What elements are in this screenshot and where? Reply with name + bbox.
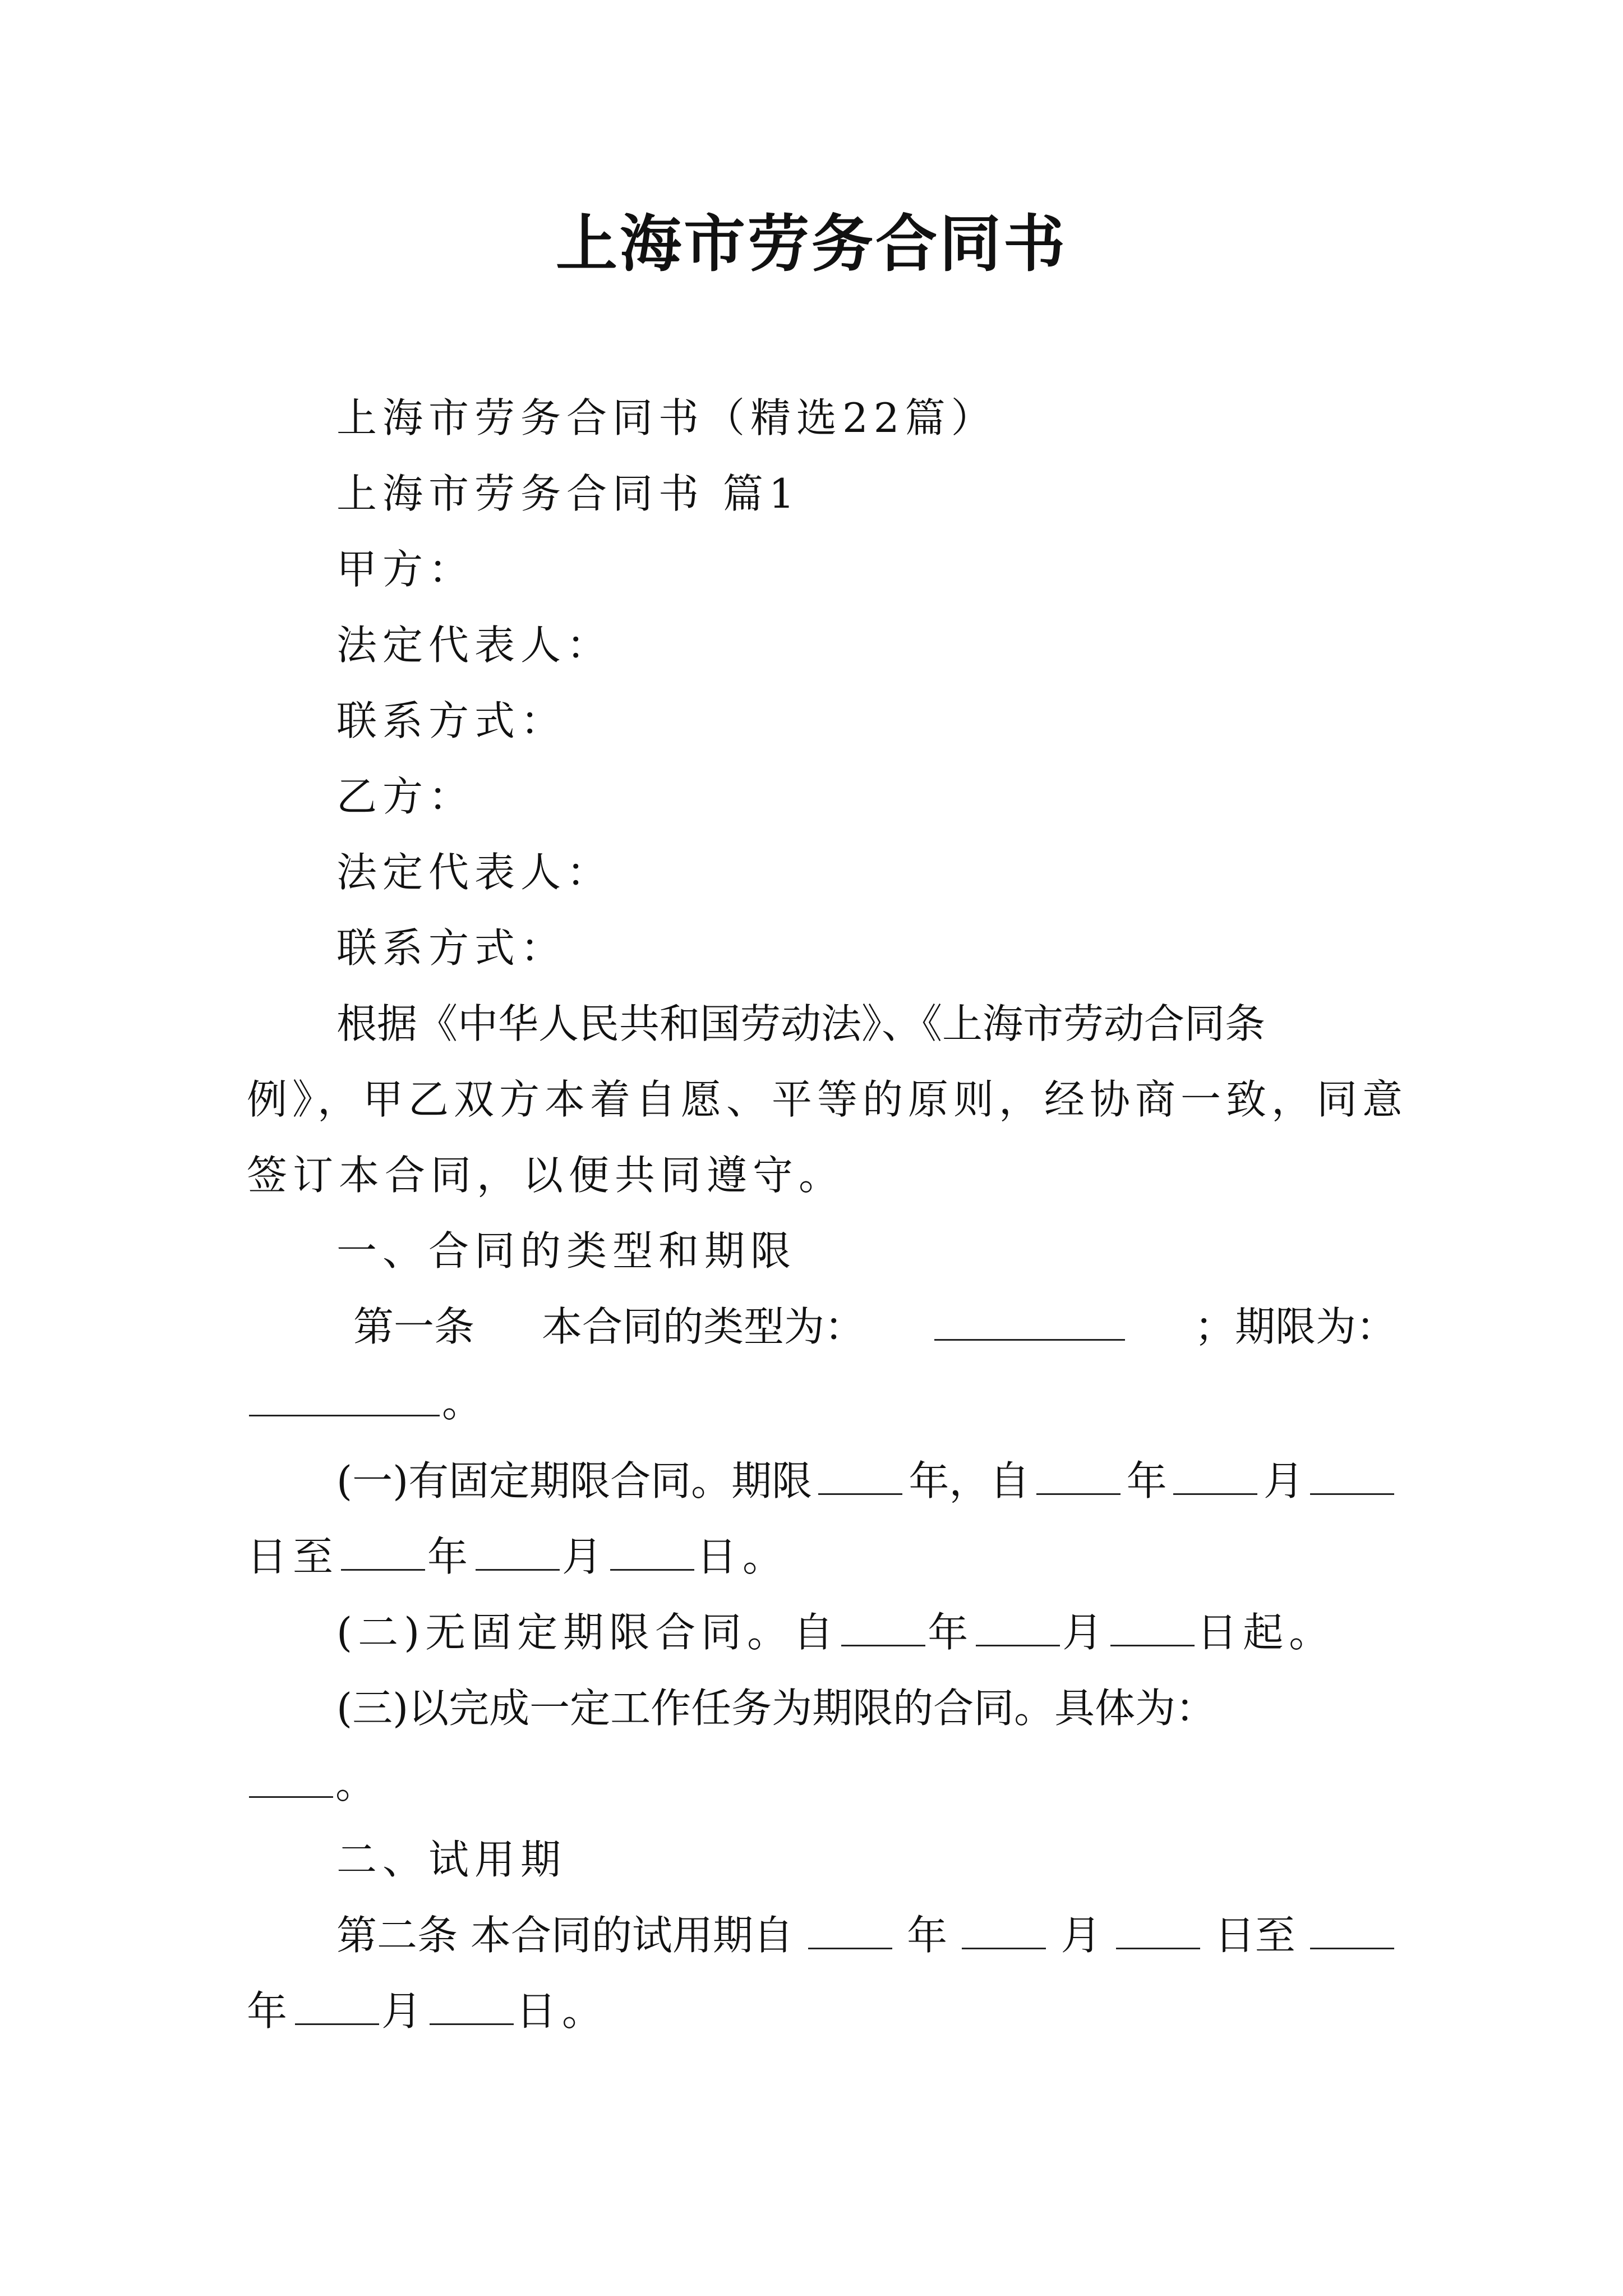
year-label: 年 xyxy=(247,1987,293,2035)
document-title: 上海市劳务合同书 xyxy=(556,208,1067,280)
open-start-day-blank[interactable] xyxy=(1110,1611,1195,1646)
party-a-label: 甲方： xyxy=(336,546,475,593)
option-2-line xyxy=(336,1604,1335,1660)
year-label: 年 xyxy=(907,1912,948,1959)
party-b-contact-label: 联系方式： xyxy=(336,924,567,972)
start-day-blank[interactable] xyxy=(1310,1460,1394,1495)
option-2-end: 日起。 xyxy=(1197,1609,1335,1656)
day-to-label: 日至 xyxy=(1214,1912,1295,1959)
contract-term-blank[interactable] xyxy=(249,1381,440,1416)
article-1-number: 第一条 xyxy=(353,1303,475,1350)
probation-start-month-blank[interactable] xyxy=(962,1914,1046,1949)
end-month-blank[interactable] xyxy=(476,1535,560,1571)
document-subtitle: 上海市劳务合同书（精选22篇） xyxy=(336,394,997,441)
option-3-line-2 xyxy=(247,1756,381,1812)
option-1-years-label: 年，自 xyxy=(909,1457,1030,1504)
year-label: 年 xyxy=(1126,1457,1167,1504)
article-1-type-label: 本合同的类型为： xyxy=(542,1303,865,1350)
end-year-blank[interactable] xyxy=(341,1535,425,1571)
chapter-2-heading: 二、试用期 xyxy=(336,1836,567,1883)
preamble-line: 签订本合同，以便共同遵守。 xyxy=(247,1152,845,1199)
end-day-blank[interactable] xyxy=(610,1535,694,1571)
probation-end-month-blank[interactable] xyxy=(295,1990,379,2025)
article-2-line-2 xyxy=(247,1983,608,2039)
option-1-line-2 xyxy=(247,1529,789,1585)
party-b-rep-label: 法定代表人： xyxy=(336,849,613,896)
month-label: 月 xyxy=(562,1533,608,1580)
article-1-line-2 xyxy=(247,1374,488,1430)
year-label: 年 xyxy=(928,1609,974,1656)
open-start-month-blank[interactable] xyxy=(976,1611,1060,1646)
preamble-line xyxy=(336,996,1396,1052)
start-month-blank[interactable] xyxy=(1173,1460,1257,1495)
probation-start-day-blank[interactable] xyxy=(1116,1914,1200,1949)
section-heading: 上海市劳务合同书 篇1 xyxy=(336,470,800,517)
month-label: 月 xyxy=(1263,1457,1304,1504)
open-start-year-blank[interactable] xyxy=(841,1611,925,1646)
contract-type-blank[interactable] xyxy=(934,1305,1125,1341)
option-2-prefix: (二)无固定期限合同。自 xyxy=(336,1609,840,1656)
article-2-end: 日。 xyxy=(516,1987,608,2035)
article-1-tail: 。 xyxy=(442,1379,488,1426)
chapter-1-heading: 一、合同的类型和期限 xyxy=(336,1227,797,1274)
party-a-contact-label: 联系方式： xyxy=(336,697,567,744)
article-1-term-label: ；期限为： xyxy=(1194,1303,1396,1350)
article-1-line xyxy=(353,1299,1396,1355)
start-year-blank[interactable] xyxy=(1036,1460,1121,1495)
option-1-end: 日。 xyxy=(697,1533,789,1580)
task-description-blank[interactable] xyxy=(249,1763,333,1798)
option-3-line xyxy=(336,1680,1396,1736)
option-3-text: (三)以完成一定工作任务为期限的合同。具体为： xyxy=(336,1685,1216,1732)
month-label: 月 xyxy=(381,1987,428,2035)
probation-start-year-blank[interactable] xyxy=(808,1914,892,1949)
month-label: 月 xyxy=(1062,1609,1109,1656)
option-1-prefix: (一)有固定期限合同。期限 xyxy=(336,1457,813,1504)
term-years-blank[interactable] xyxy=(818,1460,902,1495)
probation-end-day-blank[interactable] xyxy=(430,1990,514,2025)
day-to-label: 日至 xyxy=(247,1533,339,1580)
preamble-line: 例》，甲乙双方本着自愿、平等的原则，经协商一致，同意 xyxy=(247,1076,1408,1123)
preamble-text: 根据《中华人民共和国劳动法》、《上海市劳动合同条 xyxy=(336,1000,1266,1047)
year-label: 年 xyxy=(427,1533,474,1580)
probation-end-year-blank[interactable] xyxy=(1310,1914,1394,1949)
option-3-tail: 。 xyxy=(335,1760,382,1807)
party-b-label: 乙方： xyxy=(336,773,475,820)
article-2-prefix: 第二条 本合同的试用期自 xyxy=(336,1912,794,1959)
option-1-line xyxy=(336,1453,1396,1509)
party-a-rep-label: 法定代表人： xyxy=(336,622,613,669)
month-label: 月 xyxy=(1061,1912,1101,1959)
article-2-line xyxy=(336,1907,1396,1963)
